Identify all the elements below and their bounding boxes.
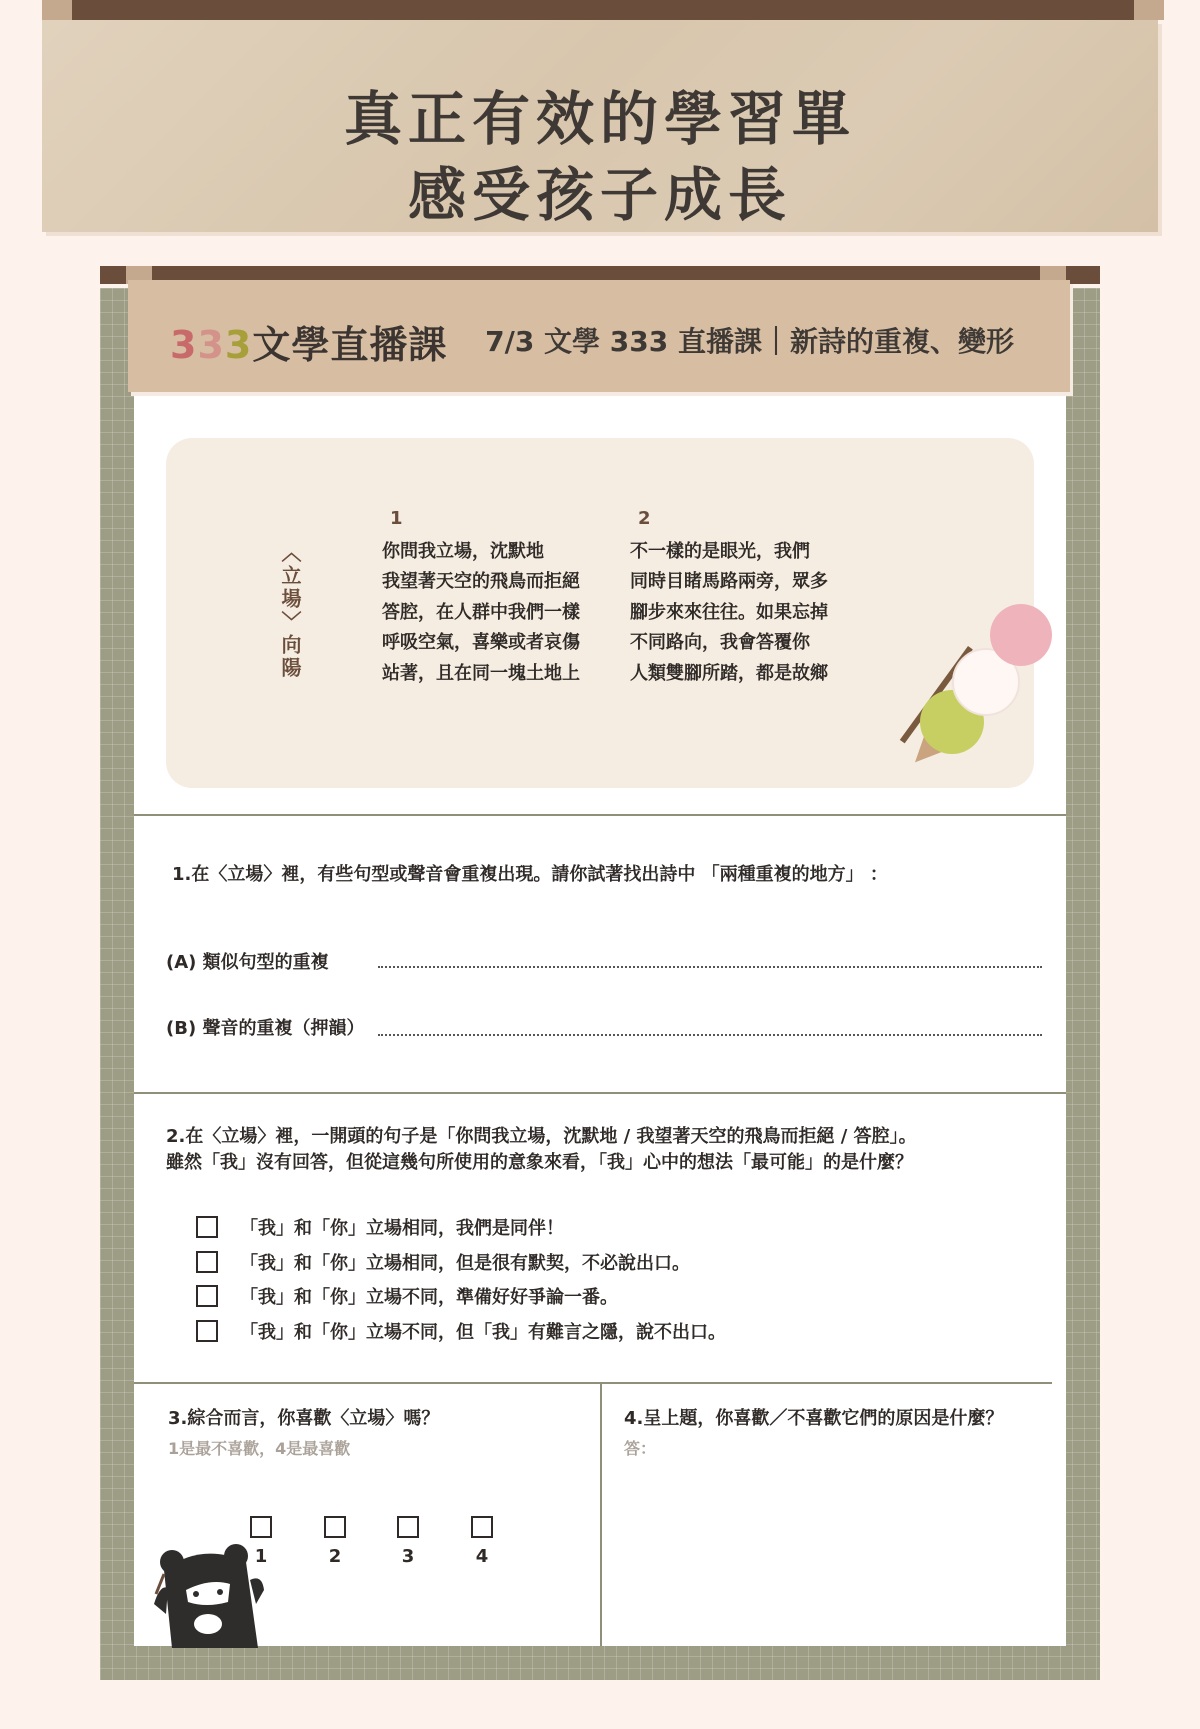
- rating-number: 2: [328, 1546, 342, 1567]
- rating-checkbox[interactable]: [250, 1516, 272, 1538]
- rating-checkbox[interactable]: [397, 1516, 419, 1538]
- rating-number: 1: [254, 1546, 268, 1567]
- question-3: 3.綜合而言，你喜歡〈立場〉嗎？: [168, 1408, 440, 1429]
- poem-line: 人類雙腳所踏，都是故鄉: [630, 662, 828, 684]
- poem-title: 〈立場〉向陽: [278, 542, 302, 680]
- rating-number: 3: [401, 1546, 415, 1567]
- top-strip-left-peg: [42, 0, 72, 20]
- q1-b-label: (B) 聲音的重複（押韻）: [166, 1018, 365, 1039]
- checkbox[interactable]: [196, 1285, 218, 1307]
- poem-line: 不一樣的是眼光，我們: [630, 540, 810, 562]
- q1-a-answer-line[interactable]: [378, 966, 1042, 968]
- brand-digit-1: 3: [170, 323, 198, 367]
- rating-option-3[interactable]: [388, 1516, 428, 1567]
- poem-line: 腳步來來往往。如果忘掉: [630, 601, 828, 623]
- top-strip-right-peg: [1134, 0, 1164, 20]
- rating-checkbox[interactable]: [471, 1516, 493, 1538]
- rating-option-2[interactable]: [315, 1516, 355, 1567]
- poem-stanza-2: [630, 504, 828, 689]
- poem-stanza-1: [382, 504, 580, 689]
- brand-logo: [170, 314, 447, 369]
- checkbox[interactable]: [196, 1320, 218, 1342]
- question-1: 1.在〈立場〉裡，有些句型或聲音會重複出現。請你試著找出詩中 「兩種重複的地方」 ：: [172, 864, 888, 885]
- q2-option-1[interactable]: [196, 1214, 564, 1240]
- section-divider: [134, 814, 1066, 816]
- column-divider: [600, 1384, 602, 1646]
- q1-a-label: (A) 類似句型的重複: [166, 952, 329, 973]
- top-strip: [42, 0, 1164, 20]
- answer-label[interactable]: 答：: [624, 1439, 657, 1458]
- hero-title-line1: 真正有效的學習單: [343, 85, 856, 153]
- poem-line: 同時目睹馬路兩旁，眾多: [630, 571, 828, 592]
- dango-pink-icon: [990, 604, 1052, 666]
- question-4: 4.呈上題，你喜歡／不喜歡它們的原因是什麼？: [624, 1408, 1004, 1429]
- hero-banner: [42, 20, 1158, 232]
- q2-option-3[interactable]: [196, 1283, 618, 1309]
- rating-option-4[interactable]: [462, 1516, 502, 1567]
- question-2-line1: 2.在〈立場〉裡，一開頭的句子是「你問我立場，沈默地 / 我望著天空的飛鳥而拒絕 / 答腔」。: [166, 1126, 917, 1147]
- poem-line: 你問我立場，沈默地: [382, 540, 544, 562]
- rating-number: 4: [475, 1546, 489, 1567]
- poem-line: 站著，且在同一塊土地上: [382, 662, 580, 684]
- checkbox[interactable]: [196, 1216, 218, 1238]
- section-divider: [134, 1382, 1052, 1384]
- option-label: 「我」和「你」立場不同，但「我」有難言之隱，說不出口。: [240, 1322, 726, 1343]
- hero-title-line2: 感受孩子成長: [407, 161, 792, 229]
- brand-digit-2: 3: [197, 323, 225, 367]
- poem-line: 答腔，在人群中我們一樣: [382, 601, 580, 623]
- question-2: [166, 1124, 917, 1176]
- question-2-line2: 雖然「我」沒有回答，但從這幾句所使用的意象來看，「我」心中的想法「最可能」的是什麼？: [166, 1152, 913, 1173]
- rating-checkbox[interactable]: [324, 1516, 346, 1538]
- question-3-hint: 1是最不喜歡，4是最喜歡: [168, 1439, 351, 1458]
- option-label: 「我」和「你」立場不同，準備好好爭論一番。: [240, 1287, 618, 1308]
- stanza-number: 1: [390, 508, 403, 529]
- option-label: 「我」和「你」立場相同，但是很有默契，不必說出口。: [240, 1253, 690, 1274]
- stanza-number: 2: [638, 508, 651, 529]
- brand-text: 文學直播課: [252, 323, 448, 367]
- checkbox[interactable]: [196, 1251, 218, 1273]
- poem-line: 不同路向，我會答覆你: [630, 632, 810, 653]
- worksheet-header: [128, 280, 1070, 392]
- poem-line: 我望著天空的飛鳥而拒絕: [382, 571, 580, 592]
- brand-digit-3: 3: [224, 323, 253, 367]
- section-divider: [134, 1092, 1066, 1094]
- poem-line: 呼吸空氣，喜樂或者哀傷: [382, 632, 580, 653]
- bear-mascot-icon: [150, 1544, 270, 1648]
- q1-b-answer-line[interactable]: [378, 1034, 1042, 1036]
- lesson-title: 7/3 文學 333 直播課｜新詩的重複、變形: [485, 325, 1014, 358]
- option-label: 「我」和「你」立場相同，我們是同伴！: [240, 1218, 564, 1239]
- q2-option-2[interactable]: [196, 1249, 690, 1275]
- q2-option-4[interactable]: [196, 1318, 726, 1344]
